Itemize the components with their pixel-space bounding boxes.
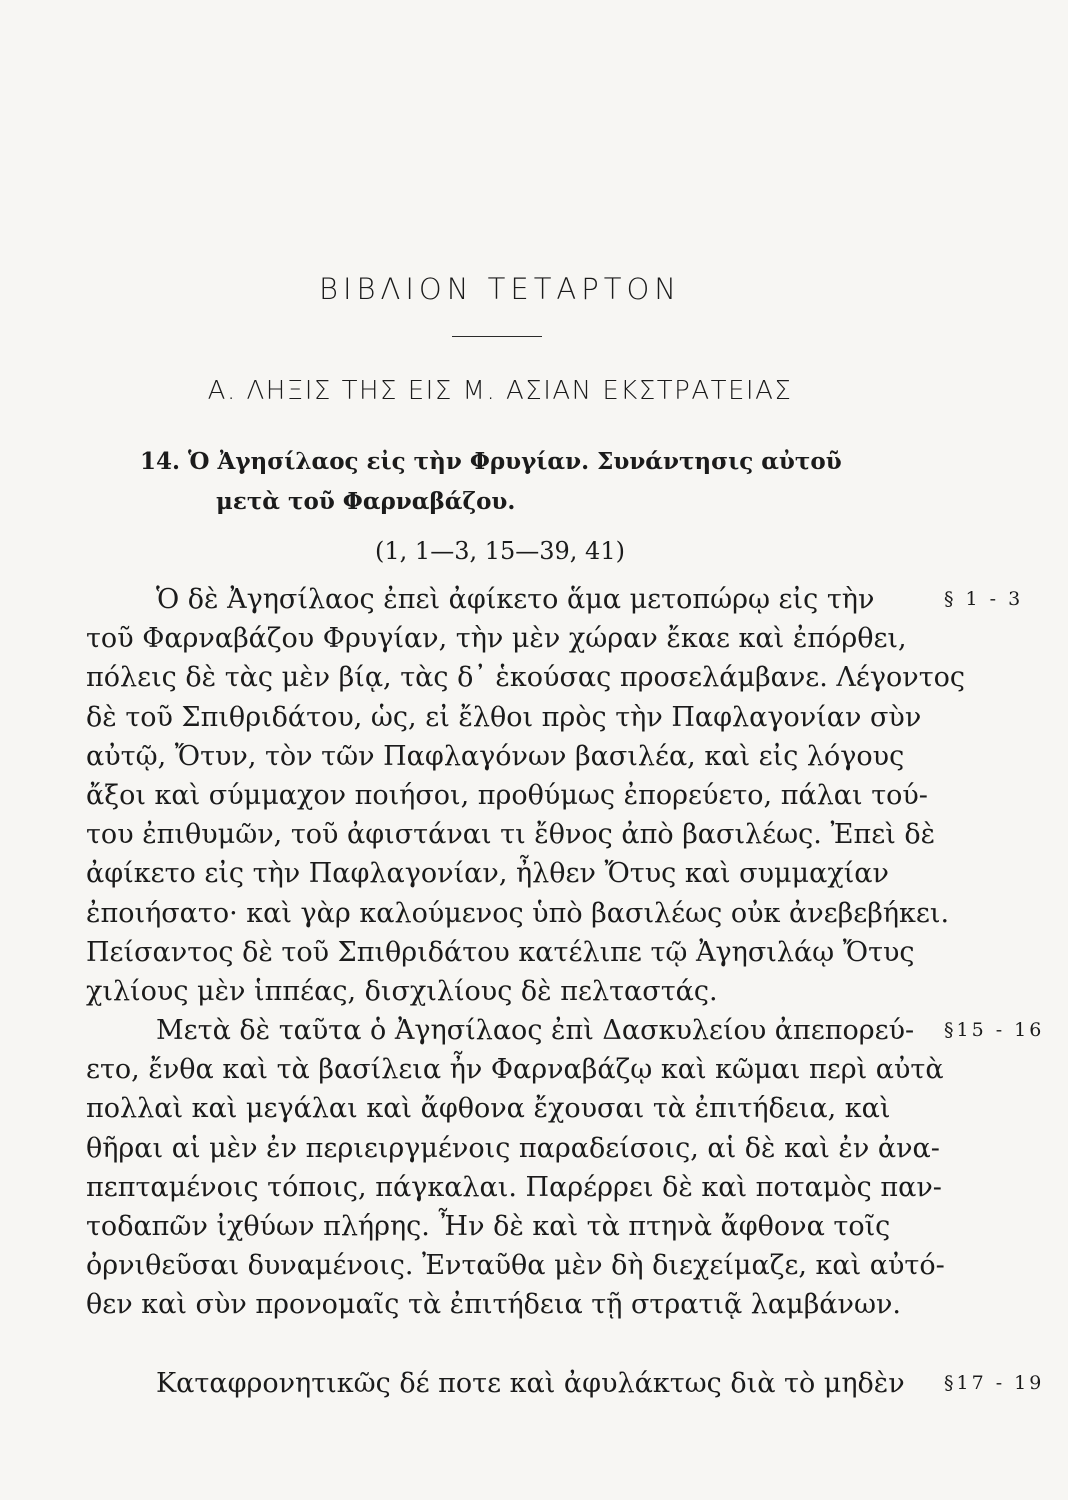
text-line: πόλεις δὲ τὰς μὲν βίᾳ, τὰς δ᾽ ἑκούσας προσελάμβανε. Λέγοντος: [86, 662, 966, 694]
text-line: Μετὰ δὲ ταῦτα ὁ Ἀγησίλαος ἐπὶ Δασκυλείου ἀπεπορεύ-: [156, 1015, 915, 1046]
text-line: τοῦ Φαρναβάζου Φρυγίαν, τὴν μὲν χώραν ἔκαε καὶ ἐπόρθει,: [86, 623, 907, 655]
chapter-reference: (1, 1—3, 15—39, 41): [375, 537, 625, 565]
text-line: Ὁ δὲ Ἀγησίλαος ἐπεὶ ἀφίκετο ἅμα μετοπώρῳ εἰς τὴν: [156, 584, 875, 615]
text-line: Καταφρονητικῶς δέ ποτε καὶ ἀφυλάκτως διὰ τὸ μηδὲν: [156, 1368, 905, 1399]
text-line: ετο, ἔνθα καὶ τὰ βασίλεια ἦν Φαρναβάζῳ καὶ κῶμαι περὶ αὐτὰ: [86, 1054, 944, 1086]
text-line: ἀφίκετο εἰς τὴν Παφλαγονίαν, ἦλθεν Ὄτυς καὶ συμμαχίαν: [86, 858, 889, 890]
text-line: πολλαὶ καὶ μεγάλαι καὶ ἄφθονα ἔχουσαι τὰ ἐπιτήδεια, καὶ: [86, 1093, 891, 1125]
text-line: δὲ τοῦ Σπιθριδάτου, ὡς, εἰ ἔλθοι πρὸς τὴν Παφλαγονίαν σὺν: [86, 701, 922, 733]
text-line: ἐποιήσατο· καὶ γὰρ καλούμενος ὑπὸ βασιλέως οὐκ ἀνεβεβήκει.: [86, 897, 950, 929]
text-line: αὐτῷ, Ὄτυν, τὸν τῶν Παφλαγόνων βασιλέα, καὶ εἰς λόγους: [86, 740, 905, 772]
text-line: χιλίους μὲν ἱππέας, δισχιλίους δὲ πελταστάς.: [86, 976, 718, 1008]
text-line: ἄξοι καὶ σύμμαχον ποιήσοι, προθύμως ἐπορεύετο, πάλαι τού-: [86, 780, 928, 812]
chapter-title-line: μετὰ τοῦ Φαρναβάζου.: [216, 488, 516, 515]
paragraph: [86, 580, 966, 1011]
text-line: θεν καὶ σὺν προνομαῖς τὰ ἐπιτήδεια τῇ στρατιᾷ λαμβάνων.: [86, 1289, 901, 1321]
margin-reference: § 1 - 3: [944, 588, 1024, 610]
chapter-title-line: 14. Ὁ Ἀγησίλαος εἰς τὴν Φρυγίαν. Συνάντησις αὐτοῦ: [140, 448, 842, 475]
chapter-title: [140, 442, 900, 522]
book-title: ΒΙΒΛΙΟΝ ΤΕΤΑΡΤΟΝ: [319, 272, 681, 306]
text-line: πεπταμένοις τόποις, πάγκαλαι. Παρέρρει δὲ καὶ ποταμὸς παν-: [86, 1171, 942, 1203]
text-line: ὀρνιθεῦσαι δυναμένοις. Ἐνταῦθα μὲν δὴ διεχείμαζε, καὶ αὐτό-: [86, 1250, 945, 1282]
text-line: Πείσαντος δὲ τοῦ Σπιθριδάτου κατέλιπε τῷ Ἀγησιλάῳ Ὄτυς: [86, 936, 915, 968]
paragraph: [86, 1011, 945, 1325]
paragraph: [86, 1364, 936, 1403]
text-line: τοδαπῶν ἰχθύων πλήρης. Ἦν δὲ καὶ τὰ πτηνὰ ἄφθονα τοῖς: [86, 1211, 891, 1243]
section-heading: Α. ΛΗΞΙΣ ΤΗΣ ΕΙΣ Μ. ΑΣΙΑΝ ΕΚΣΤΡΑΤΕΙΑΣ: [207, 376, 793, 406]
text-line: του ἐπιθυμῶν, τοῦ ἀφιστάναι τι ἔθνος ἀπὸ βασιλέως. Ἐπεὶ δὲ: [86, 819, 936, 851]
margin-reference: §15 - 16: [944, 1019, 1045, 1041]
text-line: θῆραι αἱ μὲν ἐν περιειργμένοις παραδείσοις, αἱ δὲ καὶ ἐν ἀνα-: [86, 1132, 940, 1164]
title-rule: [452, 336, 542, 337]
margin-reference: §17 - 19: [944, 1372, 1045, 1394]
